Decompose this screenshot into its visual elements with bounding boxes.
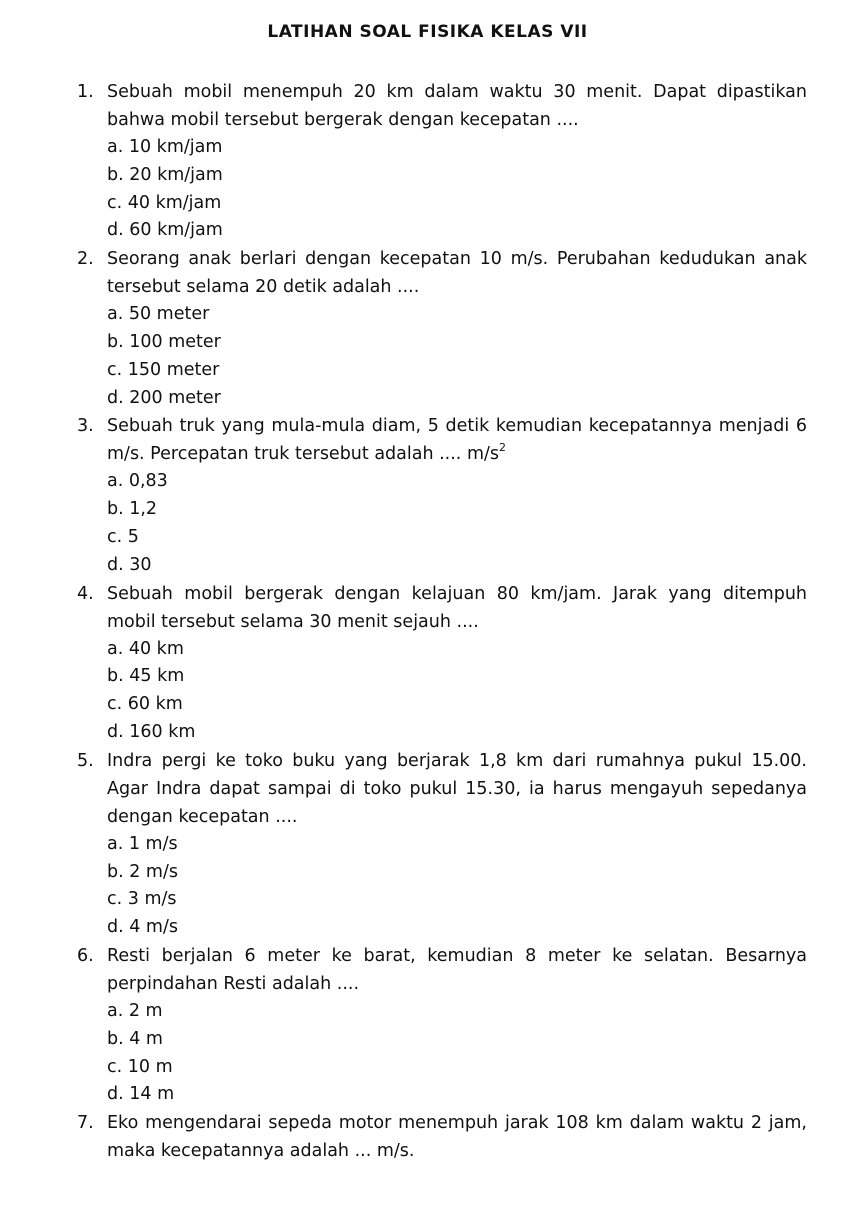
question-4 [0, 580, 855, 747]
option-c: c. 60 km [107, 694, 183, 715]
option-d: d. 160 km [107, 721, 196, 742]
option-a: a. 40 km [107, 638, 184, 659]
question-number: 2. [77, 249, 94, 270]
question-number: 6. [77, 945, 94, 966]
question-text: Sebuah mobil menempuh 20 km dalam waktu 30 menit. Dapat dipastikan bahwa mobil tersebut bergerak dengan kecepatan .... [107, 82, 807, 130]
question-number: 4. [77, 583, 94, 604]
question-6 [0, 942, 855, 1109]
question-number: 5. [77, 750, 94, 771]
question-text: Eko mengendarai sepeda motor menempuh jarak 108 km dalam waktu 2 jam, maka kecepatannya adalah ... m/s. [107, 1113, 807, 1162]
option-b: b. 4 m [107, 1028, 163, 1049]
question-list [0, 78, 855, 1165]
option-c: c. 40 km/jam [107, 192, 222, 213]
exponent: 2 [499, 440, 506, 454]
option-c: c. 3 m/s [107, 889, 177, 910]
option-a: a. 1 m/s [107, 833, 178, 854]
question-number: 1. [77, 82, 94, 102]
option-b: b. 20 km/jam [107, 164, 223, 185]
question-1 [0, 78, 855, 245]
option-a: a. 0,83 [107, 471, 168, 492]
question-number: 3. [77, 416, 94, 437]
question-7 [0, 1109, 855, 1165]
option-c: c. 150 meter [107, 359, 220, 380]
option-d: d. 200 meter [107, 387, 221, 408]
option-b: b. 100 meter [107, 331, 221, 352]
option-d: d. 30 [107, 554, 152, 575]
question-5 [0, 747, 855, 942]
option-d: d. 14 m [107, 1084, 175, 1105]
option-b: b. 45 km [107, 666, 185, 687]
question-text: Sebuah mobil bergerak dengan kelajuan 80 km/jam. Jarak yang ditempuh mobil tersebut selama 30 menit sejauh .... [107, 583, 807, 632]
option-d: d. 4 m/s [107, 917, 178, 938]
option-c: c. 10 m [107, 1056, 173, 1077]
question-text: Indra pergi ke toko buku yang berjarak 1,8 km dari rumahnya pukul 15.00. Agar Indra dapat sampai di toko pukul 15.30, ia harus mengayuh sepedanya dengan kecepatan .... [107, 750, 807, 827]
page-title: LATIHAN SOAL FISIKA KELAS VII [267, 22, 588, 42]
option-c: c. 5 [107, 526, 139, 547]
question-text [107, 412, 807, 468]
question-text-body: Sebuah truk yang mula-mula diam, 5 detik kemudian kecepatannya menjadi 6 m/s. Percepatan truk tersebut adalah .... m/s [107, 416, 807, 465]
option-b: b. 1,2 [107, 499, 158, 520]
option-d: d. 60 km/jam [107, 220, 223, 241]
question-2 [0, 245, 855, 412]
question-text: Resti berjalan 6 meter ke barat, kemudian 8 meter ke selatan. Besarnya perpindahan Resti adalah .... [107, 945, 807, 994]
question-3 [0, 412, 855, 579]
option-a: a. 50 meter [107, 304, 210, 325]
option-a: a. 2 m [107, 1000, 163, 1021]
question-text: Seorang anak berlari dengan kecepatan 10 m/s. Perubahan kedudukan anak tersebut selama 20 detik adalah .... [107, 249, 807, 298]
question-number: 7. [77, 1113, 94, 1134]
option-b: b. 2 m/s [107, 861, 178, 882]
option-a: a. 10 km/jam [107, 137, 223, 157]
